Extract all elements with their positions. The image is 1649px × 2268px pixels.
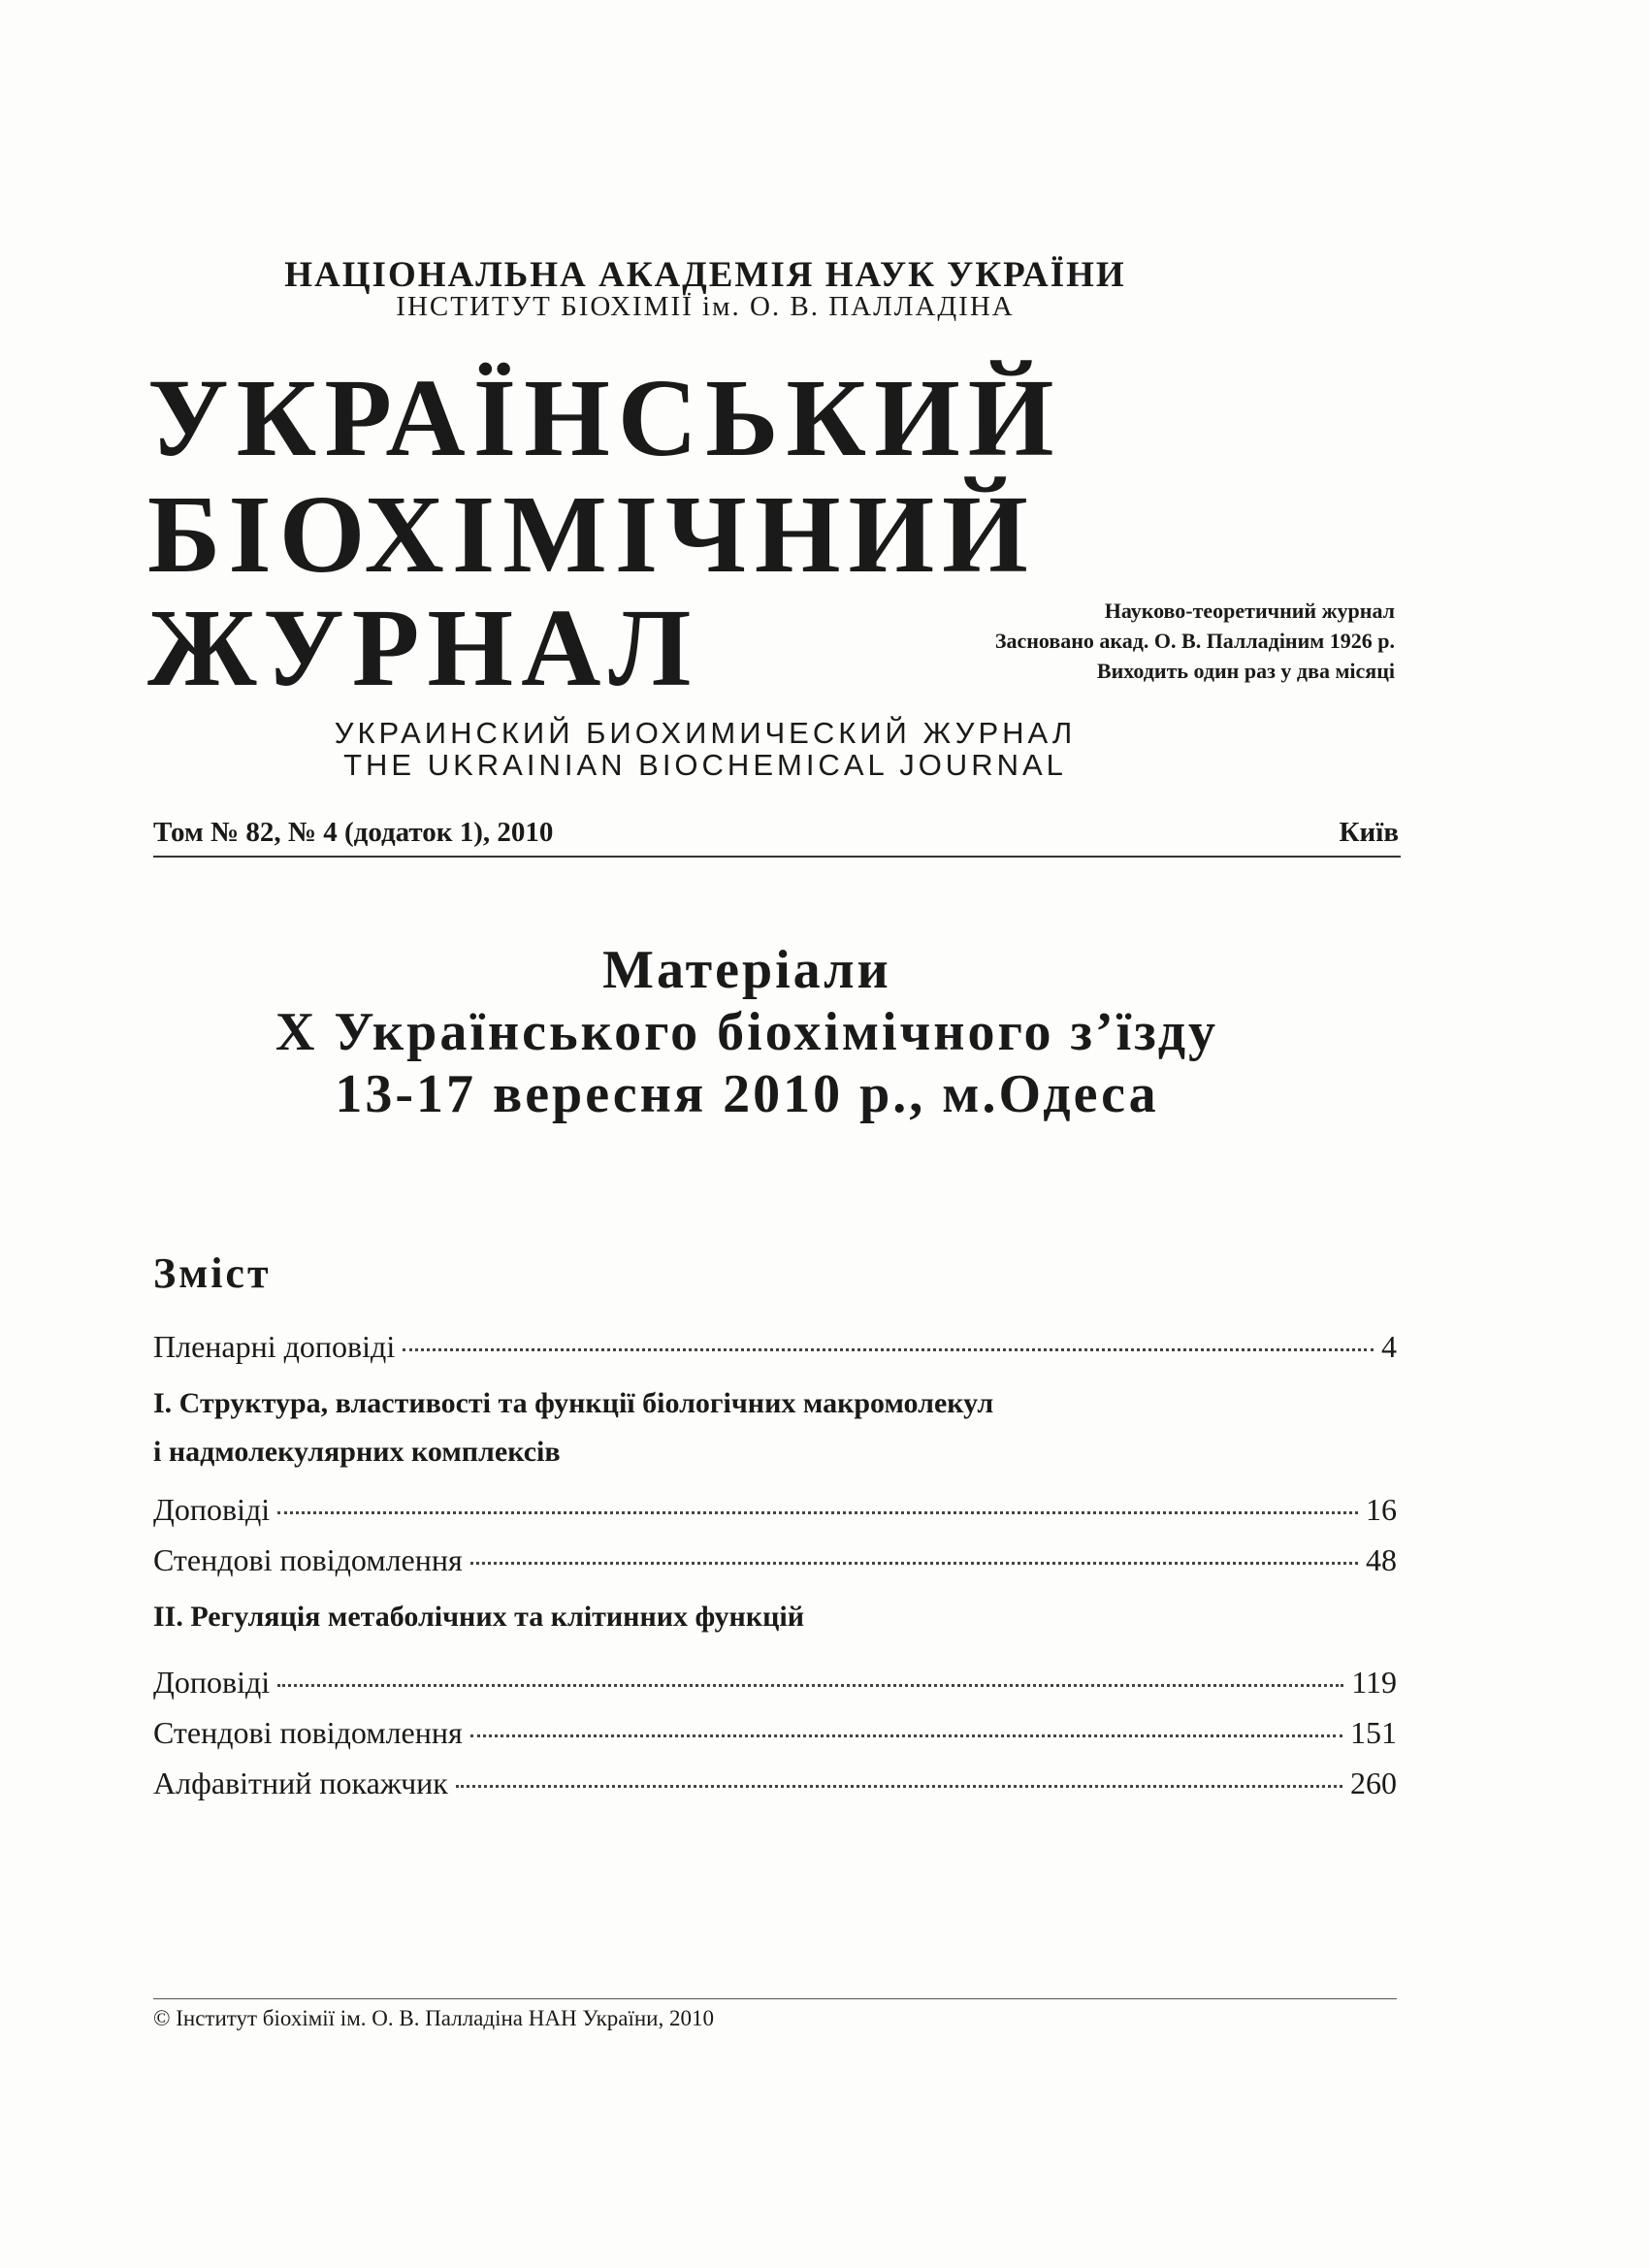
materials-title-line-3: 13-17 вересня 2010 р., м.Одеса [335, 1064, 1159, 1124]
toc-entry-s2-posters[interactable] [153, 1715, 1397, 1751]
toc-entry-plenary[interactable] [153, 1329, 1397, 1365]
leader-dots [403, 1348, 1374, 1351]
toc-label: Стендові повідомлення [153, 1715, 463, 1750]
volume-info: Том № 82, № 4 (додаток 1), 2010 [153, 817, 554, 848]
journal-title-line-1: УКРАЇНСЬКИЙ [147, 356, 1062, 479]
toc-label: Пленарні доповіді [153, 1329, 396, 1364]
city: Київ [1339, 817, 1399, 848]
journal-title-line-2: БІОХІМІЧНИЙ [147, 472, 1036, 596]
toc-entry-index[interactable] [153, 1766, 1397, 1801]
leader-dots [277, 1511, 1358, 1514]
leader-dots [470, 1562, 1358, 1565]
leader-dots [470, 1734, 1342, 1737]
toc-page: 119 [1351, 1665, 1397, 1700]
toc-label: Доповіді [153, 1492, 271, 1527]
contents-heading: Зміст [153, 1249, 272, 1297]
section-1-heading-line-1: I. Структура, властивості та функції біологічних макромолекул [153, 1387, 994, 1419]
toc-label: Стендові повідомлення [153, 1542, 463, 1577]
toc-page: 16 [1366, 1492, 1397, 1527]
copyright: © Інститут біохімії ім. О. В. Палладіна НАН України, 2010 [153, 2006, 714, 2030]
footer-divider [153, 1998, 1397, 1999]
journal-title-russian: УКРАИНСКИЙ БИОХИМИЧЕСКИЙ ЖУРНАЛ [334, 716, 1077, 750]
section-1-heading-line-2: і надмолекулярних комплексів [153, 1436, 561, 1468]
header-divider [153, 856, 1401, 858]
toc-page: 151 [1350, 1715, 1397, 1750]
toc-entry-s1-posters[interactable] [153, 1542, 1397, 1578]
toc-entry-s1-reports[interactable] [153, 1492, 1397, 1528]
toc-label: Алфавітний покажчик [153, 1766, 448, 1800]
toc-page: 4 [1381, 1329, 1397, 1364]
institute-name: ІНСТИТУТ БІОХІМІЇ ім. О. В. ПАЛЛАДІНА [396, 291, 1015, 322]
about-line-3: Виходить один раз у два місяці [1096, 659, 1395, 683]
journal-title-english: THE UKRAINIAN BIOCHEMICAL JOURNAL [343, 748, 1067, 782]
journal-title-line-3: ЖУРНАЛ [147, 586, 699, 709]
leader-dots [456, 1785, 1342, 1788]
journal-about [995, 596, 1395, 686]
leader-dots [277, 1684, 1343, 1687]
about-line-2: Засновано акад. О. В. Палладіним 1926 р. [994, 629, 1395, 653]
materials-title-line-1: Матеріали [602, 940, 891, 1000]
about-line-1: Науково-теоретичний журнал [1104, 599, 1395, 623]
section-2-heading: II. Регуляція метаболічних та клітинних функцій [153, 1601, 805, 1633]
toc-label: Доповіді [153, 1665, 271, 1700]
materials-title-line-2: X Українського біохімічного з’їзду [275, 1002, 1219, 1062]
toc-entry-s2-reports[interactable] [153, 1665, 1397, 1701]
toc-page: 48 [1366, 1542, 1397, 1577]
toc-page: 260 [1350, 1766, 1397, 1800]
academy-name: НАЦІОНАЛЬНА АКАДЕМІЯ НАУК УКРАЇНИ [284, 255, 1126, 295]
